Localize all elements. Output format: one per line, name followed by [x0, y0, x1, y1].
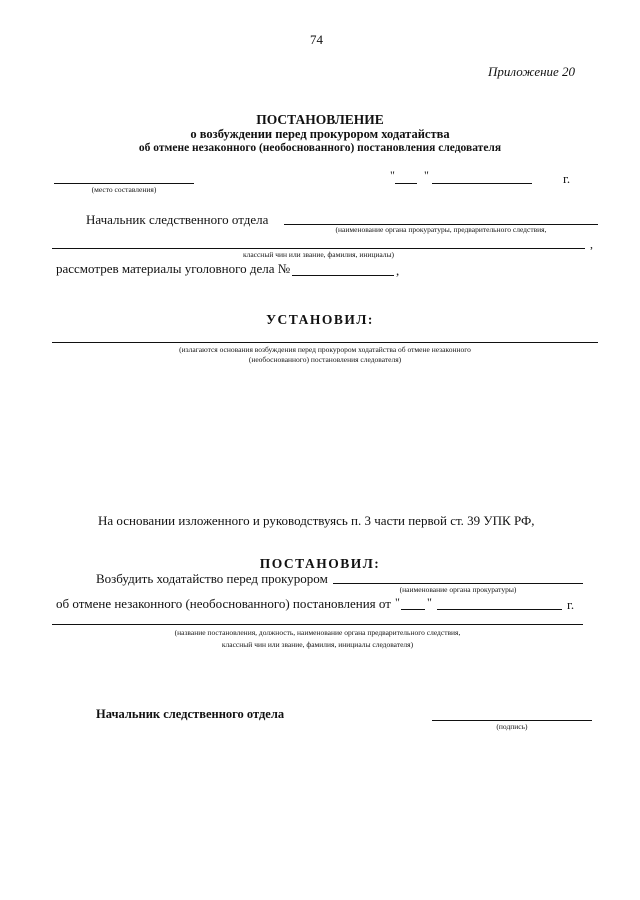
month-field[interactable] [432, 183, 532, 184]
rank-name-field[interactable] [52, 248, 585, 249]
day-field[interactable] [395, 183, 417, 184]
chief-label: Начальник следственного отдела [86, 212, 269, 227]
grounds-field[interactable] [52, 342, 598, 343]
resolved-month-field[interactable] [437, 609, 562, 610]
place-field[interactable] [54, 183, 194, 184]
signature-field[interactable] [432, 720, 592, 721]
petition-text: Возбудить ходатайство перед прокурором [96, 571, 328, 586]
place-hint: (место составления) [91, 185, 157, 194]
title-line-3: об отмене незаконного (необоснованного) постановления следователя [138, 142, 502, 154]
resolution-hint-2: классный чин или звание, фамилия, инициалы следователя) [221, 640, 414, 649]
appendix-label: Приложение 20 [488, 64, 576, 79]
grounds-hint-1: (излагаются основания возбуждения перед прокурором ходатайства об отмене незаконного [179, 345, 471, 354]
date-quote-open: " [390, 168, 395, 182]
title-line-2: о возбуждении перед прокурором ходатайства [190, 127, 450, 141]
rank-hint: классный чин или звание, фамилия, инициалы) [242, 250, 395, 259]
resolved-day-field[interactable] [401, 609, 425, 610]
resolved-heading: ПОСТАНОВИЛ: [259, 556, 381, 571]
case-number-field[interactable] [292, 275, 394, 276]
rank-comma: , [590, 237, 593, 251]
resolved-quote-close: " [427, 595, 432, 609]
title-line-1: ПОСТАНОВЛЕНИЕ [256, 112, 384, 127]
grounds-hint-2: (необоснованного) постановления следователя) [248, 355, 402, 364]
year-suffix: г. [563, 171, 571, 186]
resolution-hint-1: (название постановления, должность, наименование органа предварительного следствия, [174, 628, 461, 637]
resolved-year-suffix: г. [567, 597, 575, 612]
review-suffix: , [396, 263, 400, 278]
organ-hint: (наименование органа прокуратуры, предварительного следствия, [335, 225, 547, 234]
date-quote-close: " [424, 168, 429, 182]
prosecutor-hint: (наименование органа прокуратуры) [399, 585, 517, 594]
resolved-quote-open: " [395, 595, 400, 609]
cancel-text: об отмене незаконного (необоснованного) постановления от [56, 596, 391, 611]
signature-label: Начальник следственного отдела [96, 707, 285, 721]
signature-hint: (подпись) [496, 722, 528, 731]
prosecutor-field[interactable] [333, 583, 583, 584]
basis-text: На основании изложенного и руководствуясь п. 3 части первой ст. 39 УПК РФ, [98, 513, 535, 528]
established-heading: УСТАНОВИЛ: [266, 312, 374, 327]
resolution-details-field[interactable] [52, 624, 583, 625]
page-number: 74 [310, 32, 323, 47]
review-text: рассмотрев материалы уголовного дела № [56, 261, 291, 276]
